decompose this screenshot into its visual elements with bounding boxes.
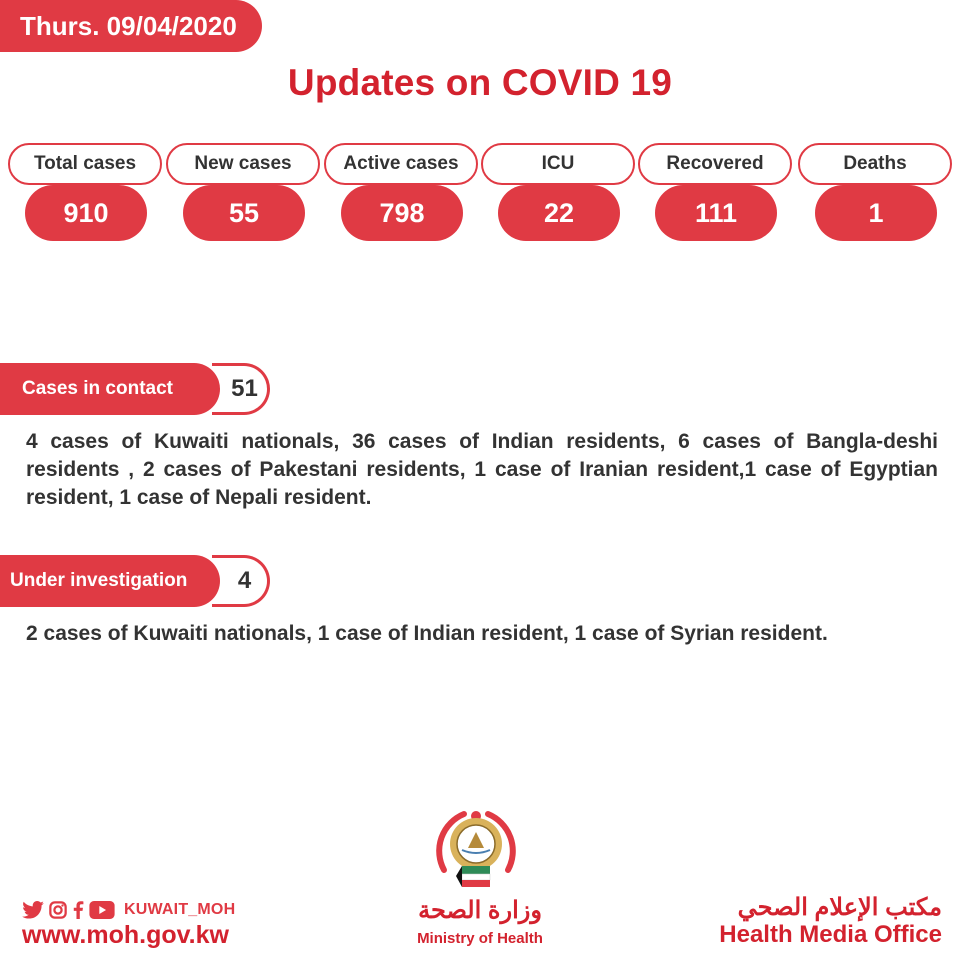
social-handle[interactable]: KUWAIT_MOH [124,901,236,918]
stat-label: Deaths [798,143,952,185]
instagram-icon[interactable] [49,901,67,919]
investigation-section-header [0,555,272,607]
stat-total-cases [8,143,166,243]
ministry-english: Ministry of Health [417,930,543,947]
kuwait-emblem-icon [424,800,528,904]
investigation-label: Under investigation [0,555,220,607]
office-english: Health Media Office [719,921,942,948]
contact-label: Cases in contact [0,363,220,415]
date-text: Thurs. 09/04/2020 [20,10,237,41]
stat-value: 798 [341,185,463,241]
investigation-count: 4 [212,555,270,607]
youtube-icon[interactable] [89,901,115,919]
date-badge [0,0,262,52]
stat-recovered [638,143,796,243]
website-link[interactable]: www.moh.gov.kw [22,921,229,949]
contact-details: 4 cases of Kuwaiti nationals, 36 cases of Indian residents, 6 cases of Bangla-deshi residents , 2 cases of Pakestani residents, 1 case of Iranian resident,1 case of Egyptian resident, 1 case of Nepali resident. [26,430,938,509]
stat-value: 910 [25,185,147,241]
facebook-icon[interactable] [72,901,84,919]
stat-value: 1 [815,185,937,241]
stat-value: 55 [183,185,305,241]
stat-deaths [798,143,956,243]
contact-section-header [0,363,272,415]
twitter-icon[interactable] [22,901,44,919]
stat-value: 22 [498,185,620,241]
contact-count: 51 [212,363,270,415]
stat-new-cases [166,143,324,243]
stat-active-cases [324,143,482,243]
stat-label: ICU [481,143,635,185]
stat-icu [481,143,639,243]
stat-label: Total cases [8,143,162,185]
page-title: Updates on COVID 19 [287,62,673,103]
stat-label: Active cases [324,143,478,185]
ministry-arabic: وزارة الصحة [418,897,542,924]
stat-label: New cases [166,143,320,185]
investigation-details: 2 cases of Kuwaiti nationals, 1 case of Indian resident, 1 case of Syrian resident. [26,622,828,645]
stat-value: 111 [655,185,777,241]
office-arabic: مكتب الإعلام الصحي [737,894,942,921]
social-links [22,900,235,920]
stat-label: Recovered [638,143,792,185]
